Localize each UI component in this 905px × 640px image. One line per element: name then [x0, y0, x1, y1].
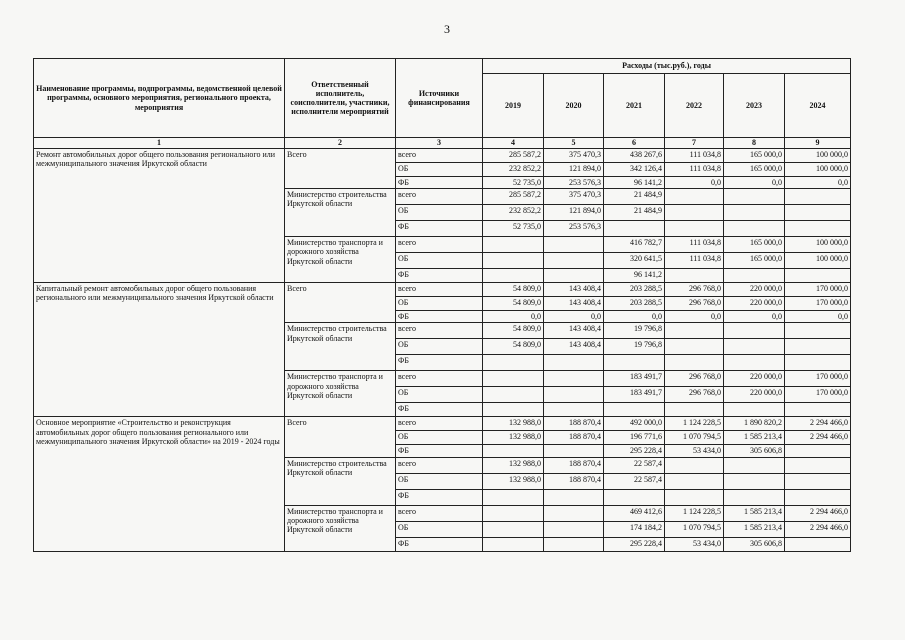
amount-cell: 375 470,3: [544, 149, 604, 163]
table-row: [34, 417, 851, 431]
amount-cell: 1 070 794,5: [665, 521, 724, 537]
col-number: 3: [396, 138, 483, 149]
amount-cell: 170 000,0: [785, 297, 851, 311]
amount-cell: 492 000,0: [604, 417, 665, 431]
header-year: 2023: [724, 74, 785, 138]
col-number: 7: [665, 138, 724, 149]
amount-cell: 143 408,4: [544, 323, 604, 339]
funding-source-cell: ФБ: [396, 311, 483, 323]
amount-cell: 305 606,8: [724, 445, 785, 457]
amount-cell: 342 126,4: [604, 163, 665, 177]
amount-cell: [483, 445, 544, 457]
amount-cell: 2 294 466,0: [785, 417, 851, 431]
funding-source-cell: ОБ: [396, 163, 483, 177]
amount-cell: [665, 355, 724, 371]
amount-cell: 121 894,0: [544, 163, 604, 177]
amount-cell: 2 294 466,0: [785, 431, 851, 445]
header-year: 2022: [665, 74, 724, 138]
amount-cell: [665, 221, 724, 237]
amount-cell: 54 809,0: [483, 297, 544, 311]
col-number: 2: [285, 138, 396, 149]
funding-source-cell: ФБ: [396, 355, 483, 371]
amount-cell: [665, 269, 724, 283]
amount-cell: 296 768,0: [665, 297, 724, 311]
executor-cell: Всего: [285, 149, 396, 189]
amount-cell: 54 809,0: [483, 339, 544, 355]
funding-source-cell: всего: [396, 371, 483, 387]
amount-cell: 220 000,0: [724, 297, 785, 311]
executor-cell: Всего: [285, 417, 396, 457]
amount-cell: 170 000,0: [785, 387, 851, 403]
amount-cell: 2 294 466,0: [785, 521, 851, 537]
funding-source-cell: ОБ: [396, 253, 483, 269]
amount-cell: [785, 323, 851, 339]
program-name-cell: Капитальный ремонт автомобильных дорог общего пользования регионального или межмуниципального значения Иркутской области: [34, 283, 285, 417]
program-name-cell: Ремонт автомобильных дорог общего пользования регионального или межмуниципального значения Иркутской области: [34, 149, 285, 283]
amount-cell: 100 000,0: [785, 253, 851, 269]
amount-cell: 132 988,0: [483, 457, 544, 473]
executor-cell: Министерство строительства Иркутской области: [285, 189, 396, 237]
amount-cell: [544, 445, 604, 457]
amount-cell: 183 491,7: [604, 371, 665, 387]
col-number: 4: [483, 138, 544, 149]
amount-cell: 183 491,7: [604, 387, 665, 403]
amount-cell: [785, 537, 851, 551]
amount-cell: 285 587,2: [483, 189, 544, 205]
amount-cell: [785, 445, 851, 457]
amount-cell: 53 434,0: [665, 445, 724, 457]
amount-cell: [483, 253, 544, 269]
amount-cell: [483, 489, 544, 505]
col-number: 9: [785, 138, 851, 149]
funding-source-cell: всего: [396, 505, 483, 521]
funding-source-cell: ОБ: [396, 521, 483, 537]
amount-cell: [604, 403, 665, 417]
amount-cell: 100 000,0: [785, 237, 851, 253]
amount-cell: [724, 221, 785, 237]
funding-source-cell: всего: [396, 417, 483, 431]
amount-cell: 0,0: [785, 311, 851, 323]
amount-cell: [724, 323, 785, 339]
amount-cell: 52 735,0: [483, 177, 544, 189]
funding-source-cell: ФБ: [396, 177, 483, 189]
amount-cell: [665, 323, 724, 339]
amount-cell: 143 408,4: [544, 339, 604, 355]
amount-cell: 0,0: [604, 311, 665, 323]
amount-cell: [665, 489, 724, 505]
header-year: 2019: [483, 74, 544, 138]
amount-cell: 165 000,0: [724, 237, 785, 253]
amount-cell: 232 852,2: [483, 163, 544, 177]
amount-cell: [544, 237, 604, 253]
amount-cell: 1 070 794,5: [665, 431, 724, 445]
amount-cell: [785, 489, 851, 505]
amount-cell: 253 576,3: [544, 177, 604, 189]
amount-cell: 170 000,0: [785, 283, 851, 297]
amount-cell: 203 288,5: [604, 297, 665, 311]
amount-cell: 170 000,0: [785, 371, 851, 387]
amount-cell: 165 000,0: [724, 163, 785, 177]
amount-cell: [483, 537, 544, 551]
budget-table: [33, 58, 851, 552]
amount-cell: [604, 355, 665, 371]
amount-cell: [665, 189, 724, 205]
amount-cell: 21 484,9: [604, 189, 665, 205]
funding-source-cell: всего: [396, 457, 483, 473]
executor-cell: Министерство строительства Иркутской области: [285, 323, 396, 371]
amount-cell: [724, 189, 785, 205]
amount-cell: [665, 205, 724, 221]
funding-source-cell: всего: [396, 149, 483, 163]
amount-cell: [483, 403, 544, 417]
amount-cell: 296 768,0: [665, 283, 724, 297]
amount-cell: [724, 457, 785, 473]
header-name: Наименование программы, подпрограммы, ведомственной целевой программы, основного мероприятия, регионального проекта, мероприятия: [34, 59, 285, 138]
amount-cell: 53 434,0: [665, 537, 724, 551]
amount-cell: 143 408,4: [544, 297, 604, 311]
amount-cell: 188 870,4: [544, 431, 604, 445]
amount-cell: [544, 489, 604, 505]
amount-cell: [724, 403, 785, 417]
amount-cell: [604, 221, 665, 237]
amount-cell: 295 228,4: [604, 537, 665, 551]
col-number: 5: [544, 138, 604, 149]
amount-cell: 111 034,8: [665, 163, 724, 177]
amount-cell: 22 587,4: [604, 473, 665, 489]
program-name-cell: Основное мероприятие «Строительство и реконструкция автомобильных дорог общего пользования регионального или межмуниципального значения Иркутской области» на 2019 - 2024 годы: [34, 417, 285, 551]
funding-source-cell: ФБ: [396, 489, 483, 505]
amount-cell: 165 000,0: [724, 253, 785, 269]
amount-cell: 54 809,0: [483, 323, 544, 339]
funding-source-cell: ФБ: [396, 445, 483, 457]
amount-cell: 1 890 820,2: [724, 417, 785, 431]
executor-cell: Министерство транспорта и дорожного хозяйства Иркутской области: [285, 505, 396, 551]
amount-cell: [785, 473, 851, 489]
amount-cell: 203 288,5: [604, 283, 665, 297]
amount-cell: 1 124 228,5: [665, 417, 724, 431]
amount-cell: 253 576,3: [544, 221, 604, 237]
col-number: 6: [604, 138, 665, 149]
amount-cell: 132 988,0: [483, 473, 544, 489]
amount-cell: 0,0: [483, 311, 544, 323]
amount-cell: 0,0: [665, 177, 724, 189]
amount-cell: [724, 473, 785, 489]
header-year: 2021: [604, 74, 665, 138]
amount-cell: 469 412,6: [604, 505, 665, 521]
funding-source-cell: ОБ: [396, 431, 483, 445]
executor-cell: Министерство транспорта и дорожного хозяйства Иркутской области: [285, 237, 396, 283]
amount-cell: 188 870,4: [544, 473, 604, 489]
amount-cell: [604, 489, 665, 505]
amount-cell: [665, 457, 724, 473]
amount-cell: [785, 189, 851, 205]
executor-cell: Министерство транспорта и дорожного хозяйства Иркутской области: [285, 371, 396, 417]
amount-cell: [483, 237, 544, 253]
funding-source-cell: ОБ: [396, 205, 483, 221]
funding-source-cell: всего: [396, 189, 483, 205]
amount-cell: 96 141,2: [604, 177, 665, 189]
header-executor: Ответственный исполнитель, соисполнители, участники, исполнители мероприятий: [285, 59, 396, 138]
amount-cell: 100 000,0: [785, 149, 851, 163]
amount-cell: 220 000,0: [724, 371, 785, 387]
amount-cell: 220 000,0: [724, 387, 785, 403]
amount-cell: [483, 387, 544, 403]
amount-cell: 121 894,0: [544, 205, 604, 221]
amount-cell: 320 641,5: [604, 253, 665, 269]
col-number: 1: [34, 138, 285, 149]
amount-cell: [544, 537, 604, 551]
amount-cell: [724, 205, 785, 221]
amount-cell: 54 809,0: [483, 283, 544, 297]
amount-cell: [785, 339, 851, 355]
funding-source-cell: ОБ: [396, 387, 483, 403]
amount-cell: [544, 521, 604, 537]
funding-source-cell: ФБ: [396, 269, 483, 283]
funding-source-cell: ОБ: [396, 473, 483, 489]
amount-cell: [785, 221, 851, 237]
amount-cell: 0,0: [544, 311, 604, 323]
amount-cell: 188 870,4: [544, 417, 604, 431]
amount-cell: [483, 371, 544, 387]
amount-cell: 22 587,4: [604, 457, 665, 473]
page-number: 3: [444, 22, 450, 36]
amount-cell: [724, 489, 785, 505]
amount-cell: 165 000,0: [724, 149, 785, 163]
amount-cell: [483, 269, 544, 283]
amount-cell: 21 484,9: [604, 205, 665, 221]
header-year: 2020: [544, 74, 604, 138]
amount-cell: 19 796,8: [604, 323, 665, 339]
funding-source-cell: всего: [396, 283, 483, 297]
executor-cell: Министерство строительства Иркутской области: [285, 457, 396, 505]
amount-cell: 19 796,8: [604, 339, 665, 355]
amount-cell: 296 768,0: [665, 371, 724, 387]
table-row: [34, 283, 851, 297]
amount-cell: [544, 505, 604, 521]
amount-cell: 111 034,8: [665, 253, 724, 269]
funding-source-cell: ФБ: [396, 403, 483, 417]
funding-source-cell: ФБ: [396, 537, 483, 551]
table-body: [34, 149, 851, 552]
amount-cell: [724, 339, 785, 355]
amount-cell: 0,0: [724, 311, 785, 323]
col-number: 8: [724, 138, 785, 149]
amount-cell: 132 988,0: [483, 417, 544, 431]
amount-cell: [724, 269, 785, 283]
amount-cell: [785, 205, 851, 221]
amount-cell: [544, 387, 604, 403]
amount-cell: 188 870,4: [544, 457, 604, 473]
amount-cell: 1 585 213,4: [724, 521, 785, 537]
amount-cell: 0,0: [785, 177, 851, 189]
amount-cell: [483, 521, 544, 537]
header-expenses: Расходы (тыс.руб.), годы: [483, 59, 851, 74]
amount-cell: [785, 403, 851, 417]
amount-cell: 174 184,2: [604, 521, 665, 537]
amount-cell: 132 988,0: [483, 431, 544, 445]
amount-cell: 232 852,2: [483, 205, 544, 221]
amount-cell: 416 782,7: [604, 237, 665, 253]
amount-cell: 0,0: [665, 311, 724, 323]
amount-cell: 295 228,4: [604, 445, 665, 457]
header-year: 2024: [785, 74, 851, 138]
amount-cell: [483, 355, 544, 371]
funding-source-cell: ФБ: [396, 221, 483, 237]
amount-cell: 285 587,2: [483, 149, 544, 163]
funding-source-cell: всего: [396, 237, 483, 253]
amount-cell: 111 034,8: [665, 149, 724, 163]
funding-source-cell: ОБ: [396, 297, 483, 311]
amount-cell: 1 585 213,4: [724, 505, 785, 521]
amount-cell: 52 735,0: [483, 221, 544, 237]
amount-cell: [544, 253, 604, 269]
funding-source-cell: всего: [396, 323, 483, 339]
amount-cell: 143 408,4: [544, 283, 604, 297]
amount-cell: [785, 457, 851, 473]
amount-cell: [544, 371, 604, 387]
amount-cell: [724, 355, 785, 371]
amount-cell: 96 141,2: [604, 269, 665, 283]
amount-cell: 2 294 466,0: [785, 505, 851, 521]
column-numbers-row: [34, 138, 851, 149]
amount-cell: 1 585 213,4: [724, 431, 785, 445]
amount-cell: [785, 355, 851, 371]
amount-cell: 111 034,8: [665, 237, 724, 253]
amount-cell: 305 606,8: [724, 537, 785, 551]
header-source: Источники финансирования: [396, 59, 483, 138]
amount-cell: [665, 473, 724, 489]
amount-cell: 0,0: [724, 177, 785, 189]
amount-cell: 1 124 228,5: [665, 505, 724, 521]
table-row: [34, 149, 851, 163]
amount-cell: 296 768,0: [665, 387, 724, 403]
amount-cell: [665, 403, 724, 417]
amount-cell: [785, 269, 851, 283]
funding-source-cell: ОБ: [396, 339, 483, 355]
amount-cell: 196 771,6: [604, 431, 665, 445]
amount-cell: [544, 269, 604, 283]
amount-cell: [483, 505, 544, 521]
amount-cell: 375 470,3: [544, 189, 604, 205]
amount-cell: 220 000,0: [724, 283, 785, 297]
amount-cell: 100 000,0: [785, 163, 851, 177]
executor-cell: Всего: [285, 283, 396, 323]
amount-cell: [665, 339, 724, 355]
amount-cell: 438 267,6: [604, 149, 665, 163]
amount-cell: [544, 355, 604, 371]
amount-cell: [544, 403, 604, 417]
